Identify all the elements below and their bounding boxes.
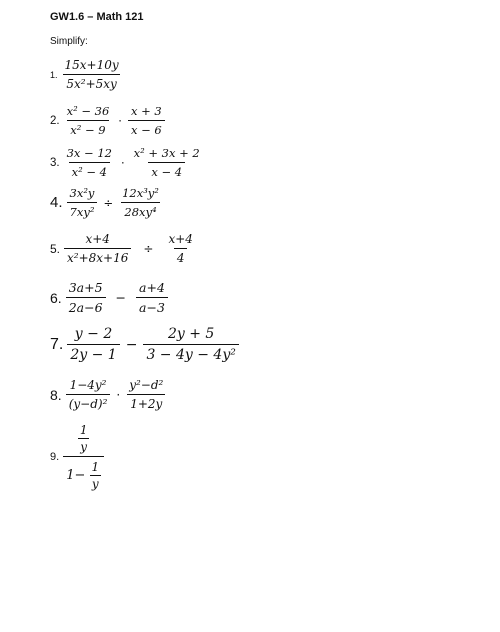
fraction-2 [165, 232, 195, 265]
instruction-text: Simplify: [50, 36, 88, 47]
numerator: 3a+5 [68, 280, 103, 295]
numerator: 2y + 5 [167, 326, 215, 342]
fraction-2 [136, 280, 168, 315]
operator: ÷ [143, 241, 154, 256]
problem-number: 1. [50, 69, 58, 80]
denominator: 7xy² [67, 202, 98, 219]
problem-number: 7. [50, 335, 64, 353]
problem-5 [50, 232, 198, 265]
denominator: x − 6 [128, 120, 165, 137]
denominator: 4 [174, 248, 188, 265]
denominator: 3 − 4y − 4y² [143, 344, 238, 363]
inner-fraction-top [78, 423, 90, 454]
denominator: 1+2y [127, 394, 165, 411]
numerator: x² − 36 [66, 104, 110, 118]
denominator: y [80, 440, 88, 454]
operator: · [120, 155, 125, 170]
numerator: y − 2 [74, 326, 113, 342]
numerator: x+4 [168, 232, 193, 246]
problem-9 [50, 423, 106, 491]
denominator: x² − 4 [69, 162, 110, 179]
denominator: x² − 9 [67, 120, 108, 137]
fraction-1 [67, 186, 98, 219]
problem-number: 9. [50, 451, 60, 463]
numerator: 15x+10y [64, 58, 119, 72]
denominator-lead: 1− [66, 468, 86, 483]
denominator: 2a−6 [66, 297, 106, 315]
problem-3 [50, 146, 205, 179]
fraction-1 [64, 232, 131, 265]
problem-number: 4. [50, 194, 63, 211]
problem-8 [50, 378, 168, 411]
operator: · [116, 387, 121, 402]
numerator: 3x²y [69, 186, 95, 200]
complex-numerator [75, 423, 93, 456]
denominator: 2y − 1 [67, 344, 119, 363]
fraction-2 [119, 186, 162, 219]
numerator: x + 3 [130, 104, 162, 118]
problem-number: 3. [50, 156, 60, 169]
fraction-2 [143, 326, 238, 363]
numerator: y²−d² [129, 378, 164, 392]
denominator: x − 4 [148, 162, 185, 179]
problem-7 [50, 326, 241, 363]
operator: − [125, 336, 138, 353]
problem-number: 2. [50, 114, 60, 127]
denominator: (y−d)² [66, 394, 111, 411]
fraction-1 [64, 104, 113, 137]
denominator: 28xy⁴ [121, 202, 159, 219]
problem-2 [50, 104, 167, 137]
denominator: x²+8x+16 [64, 248, 131, 265]
operator: − [115, 290, 127, 305]
denominator: a−3 [136, 297, 168, 315]
fraction-2 [131, 146, 203, 179]
problem-1 [50, 58, 124, 91]
numerator: 3x − 12 [66, 146, 112, 160]
fraction-2 [128, 104, 165, 137]
operator: ÷ [103, 195, 114, 210]
numerator: x+4 [85, 232, 110, 246]
numerator: 1 [79, 423, 88, 437]
problem-number: 5. [50, 241, 61, 256]
problem-4 [50, 186, 164, 219]
complex-denominator [63, 456, 104, 491]
problem-6 [50, 280, 170, 315]
fraction-2 [126, 378, 166, 411]
worksheet-title: GW1.6 – Math 121 [50, 11, 144, 23]
problem-number: 6. [50, 289, 62, 306]
numerator: 1 [91, 460, 100, 474]
numerator: 1−4y² [69, 378, 107, 392]
denominator: 5x²+5xy [63, 74, 119, 91]
fraction [62, 58, 122, 91]
complex-fraction [63, 423, 104, 491]
fraction-1 [64, 146, 115, 179]
operator: · [118, 113, 122, 128]
fraction-1 [66, 280, 106, 315]
problem-number: 8. [50, 386, 62, 403]
fraction-1 [67, 326, 119, 363]
numerator: x² + 3x + 2 [133, 146, 200, 160]
denominator: y [91, 477, 99, 491]
numerator: 12x³y² [122, 186, 159, 200]
fraction-1 [66, 378, 111, 411]
numerator: a+4 [139, 280, 165, 295]
inner-fraction-bottom [90, 460, 102, 491]
